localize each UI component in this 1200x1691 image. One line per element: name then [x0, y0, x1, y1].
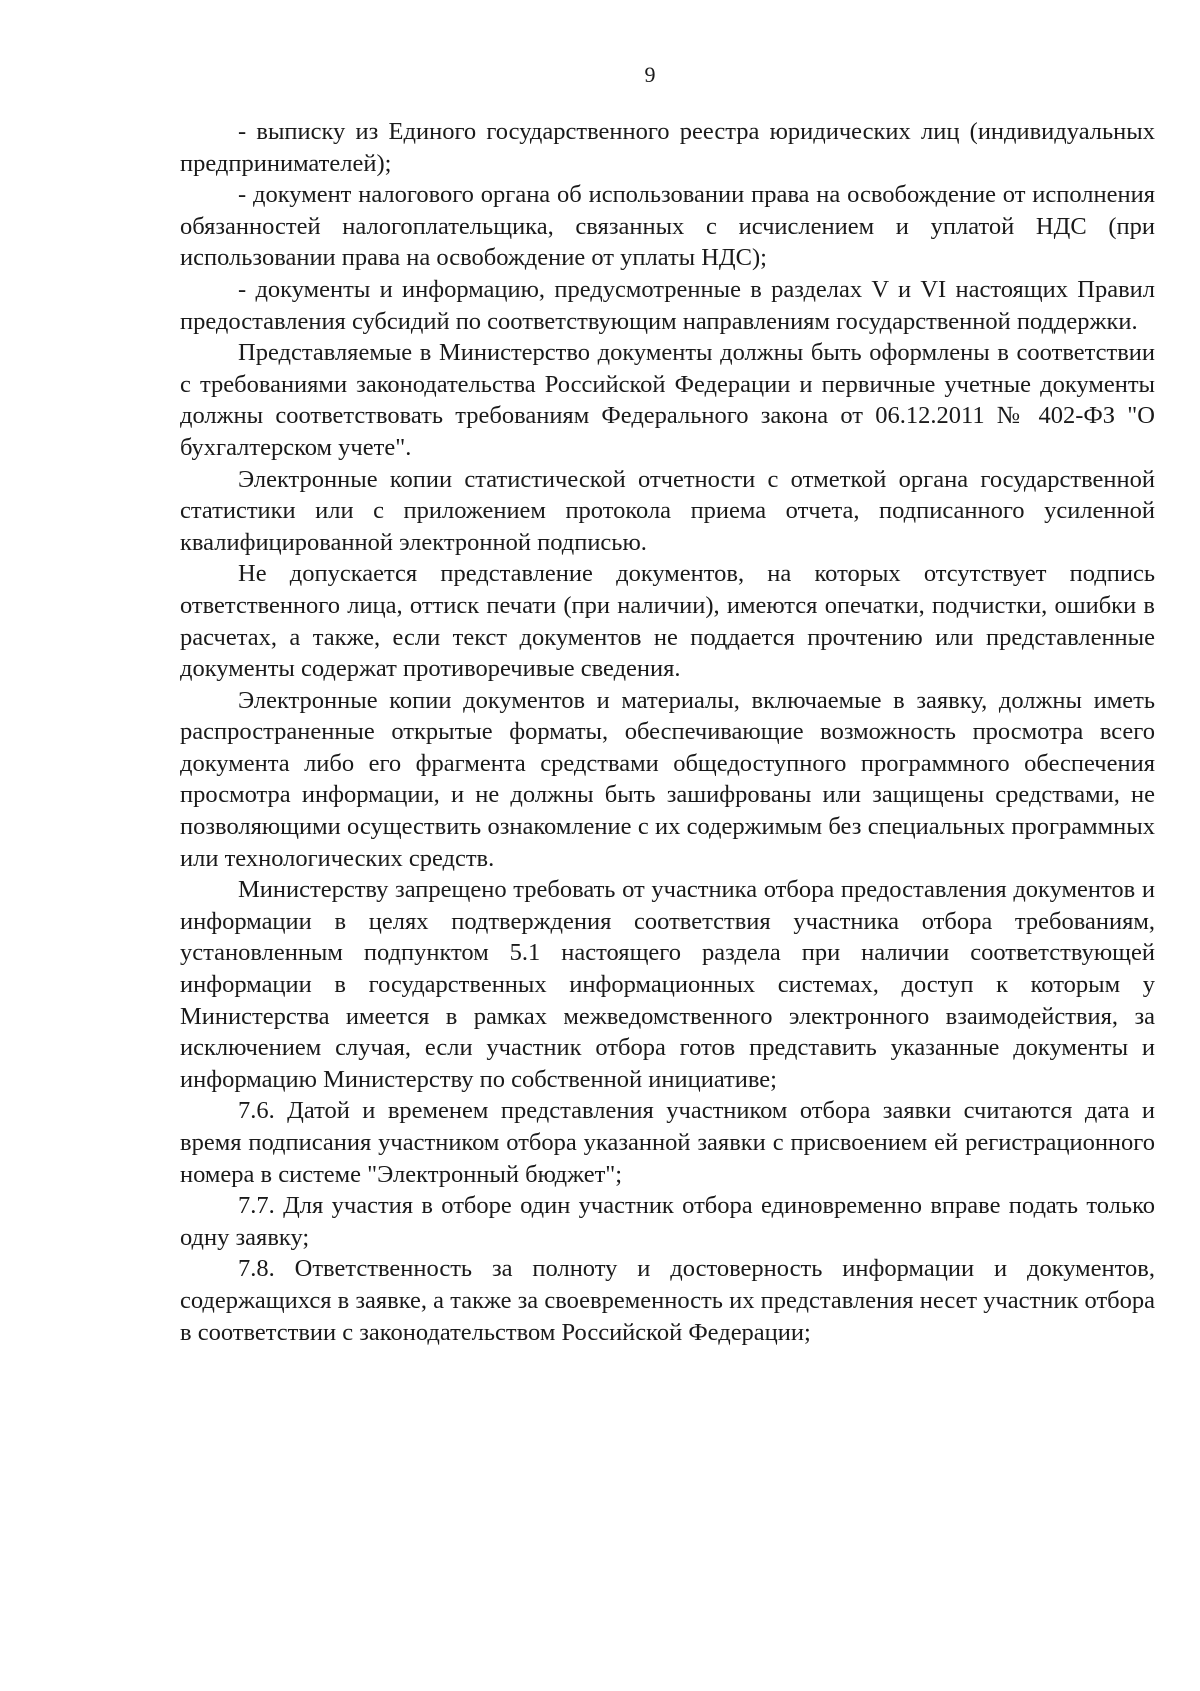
document-body: [180, 116, 1155, 1348]
page-number: 9: [644, 62, 656, 87]
paragraph-documents-sections: - документы и информацию, предусмотренные в разделах V и VI настоящих Правил предоставления субсидий по соответствующим направлениям государственной поддержки.: [180, 275, 1155, 335]
paragraph-statistical-reports: Электронные копии статистической отчетности с отметкой органа государственной статистики или с приложением протокола приема отчета, подписанного усиленной квалифицированной электронной подписью.: [180, 465, 1155, 556]
paragraph-not-allowed: Не допускается представление документов, на которых отсутствует подпись ответственного лица, оттиск печати (при наличии), имеются опечатки, подчистки, ошибки в расчетах, а также, если текст документов не поддается прочтению или представленные документы содержат противоречивые сведения.: [180, 560, 1155, 683]
paragraph-ministry-forbidden: Министерству запрещено требовать от участника отбора предоставления документов и информации в целях подтверждения соответствия участника отбора требованиям, установленным подпунктом 5.1 настоящего раздела при наличии соответствующей информации в государственных информационных системах, доступ к которым у Министерства имеется в рамках межведомственного электронного взаимодействия, за исключением случая, если участник отбора готов представить указанные документы и информацию Министерству по собственной инициативе;: [180, 876, 1155, 1093]
paragraph-7-8: 7.8. Ответственность за полноту и достоверность информации и документов, содержащихся в заявке, а также за своевременность их представления несет участник отбора в соответствии с законодательством Российской Федерации;: [180, 1255, 1155, 1346]
paragraph-extract-register: - выписку из Единого государственного реестра юридических лиц (индивидуальных предпринимателей);: [180, 118, 1155, 177]
paragraph-tax-document: - документ налогового органа об использовании права на освобождение от исполнения обязанностей налогоплательщика, связанных с исчислением и уплатой НДС (при использовании права на освобождение от уплаты НДС);: [180, 181, 1155, 272]
paragraph-7-6: 7.6. Датой и временем представления участником отбора заявки считаются дата и время подписания участником отбора указанной заявки с присвоением ей регистрационного номера в системе "Электронный бюджет";: [180, 1097, 1155, 1188]
paragraph-7-7: 7.7. Для участия в отборе один участник отбора единовременно вправе подать только одну заявку;: [180, 1192, 1155, 1251]
paragraph-electronic-copies: Электронные копии документов и материалы, включаемые в заявку, должны иметь распространенные открытые форматы, обеспечивающие возможность просмотра всего документа либо его фрагмента средствами общедоступного программного обеспечения просмотра информации, и не должны быть зашифрованы или защищены средствами, не позволяющими осуществить ознакомление с их содержимым без специальных программных или технологических средств.: [180, 686, 1155, 872]
paragraph-submitted-documents: Представляемые в Министерство документы должны быть оформлены в соответствии с требованиями законодательства Российской Федерации и первичные учетные документы должны соответствовать требованиям Федерального закона от 06.12.2011 № 402-ФЗ "О бухгалтерском учете".: [180, 339, 1155, 461]
